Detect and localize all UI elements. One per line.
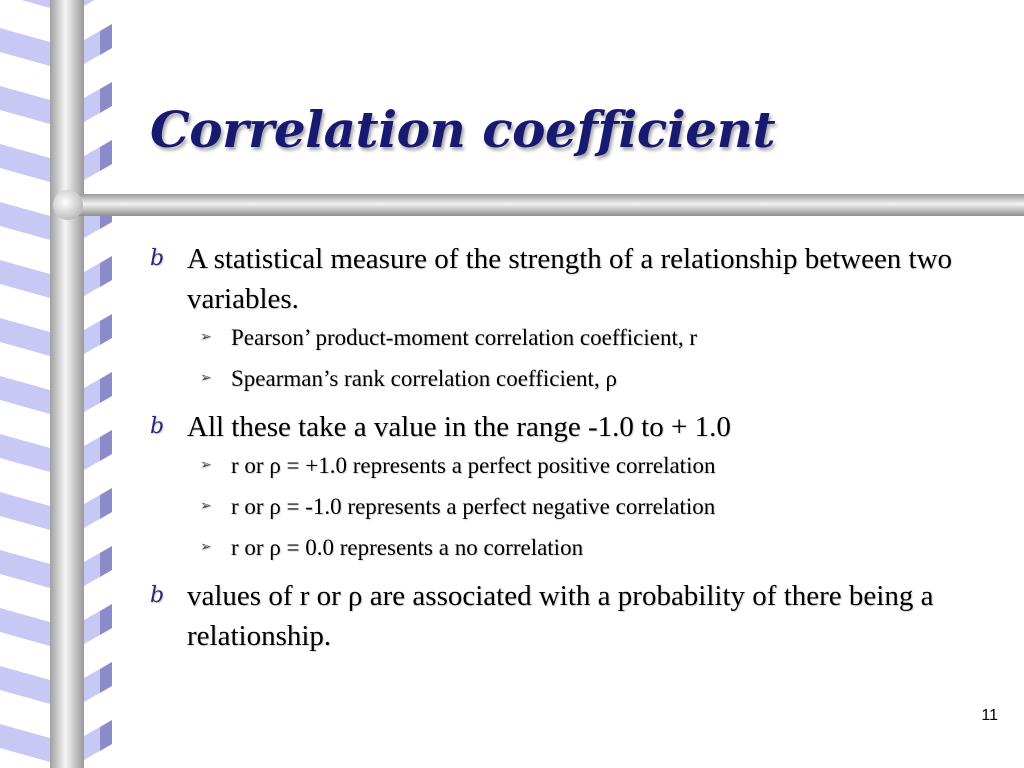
sub-bullet-item (150, 321, 990, 354)
sub-bullet-text: r or ρ = +1.0 represents a perfect positive correlation (231, 453, 716, 478)
bullet-icon: b (150, 414, 165, 439)
page-number: 11 (981, 707, 998, 724)
bullet-text: values of r or ρ are associated with a probability of there being a relationship. (187, 580, 934, 652)
bullet-item (150, 239, 990, 319)
bullet-text: All these take a value in the range -1.0 to + 1.0 (187, 411, 731, 443)
arrow-bullet-icon: ➢ (200, 370, 212, 386)
sub-bullet-text: r or ρ = -1.0 represents a perfect negative correlation (231, 494, 716, 519)
sub-bullet-text: Spearman’s rank correlation coefficient, ρ (231, 366, 617, 391)
bullet-icon: b (150, 246, 165, 271)
bullet-list (150, 239, 990, 658)
slide-title: Correlation coefficient (150, 100, 776, 159)
sub-bullet-item (150, 531, 990, 564)
arrow-bullet-icon: ➢ (200, 329, 212, 345)
bullet-item (150, 407, 990, 447)
sub-bullet-item (150, 490, 990, 523)
title-divider-bar (52, 190, 1024, 220)
sub-bullet-item (150, 362, 990, 395)
arrow-bullet-icon: ➢ (200, 539, 212, 555)
bullet-icon: b (150, 583, 165, 608)
sub-bullet-text: Pearson’ product-moment correlation coefficient, r (231, 325, 697, 350)
bullet-item (150, 576, 990, 656)
sub-bullet-item (150, 449, 990, 482)
sub-bullet-text: r or ρ = 0.0 represents a no correlation (231, 535, 584, 560)
arrow-bullet-icon: ➢ (200, 457, 212, 473)
ribbon-decoration (0, 0, 115, 768)
bullet-text: A statistical measure of the strength of a relationship between two variables. (187, 243, 953, 315)
arrow-bullet-icon: ➢ (200, 498, 212, 514)
